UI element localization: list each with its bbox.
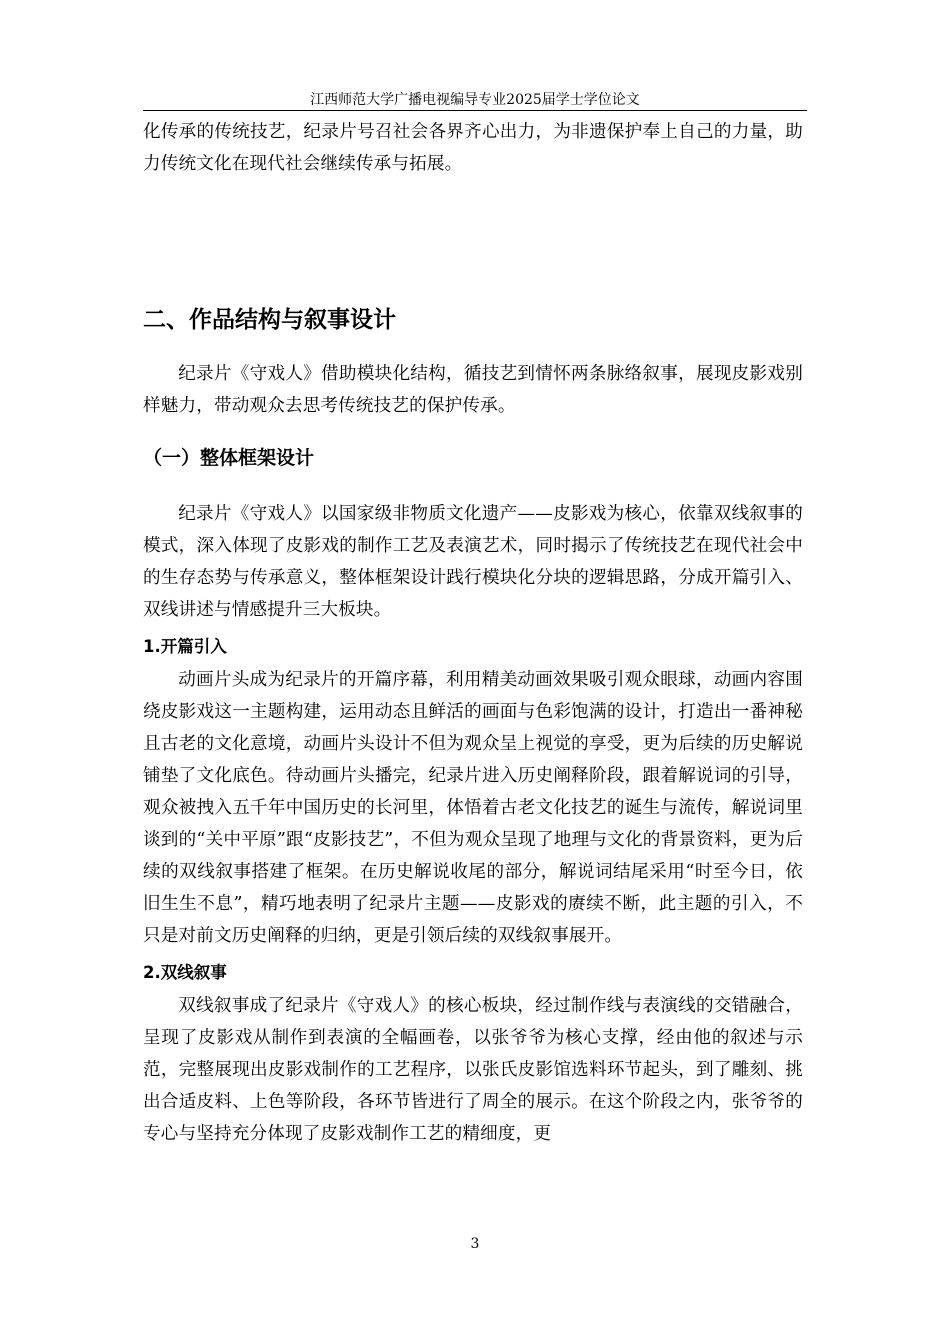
- subsection-paragraph: 纪录片《守戏人》以国家级非物质文化遗产——皮影戏为核心，依靠双线叙事的模式，深入体现了皮影戏的制作工艺及表演艺术，同时揭示了传统技艺在现代社会中的生存态势与传承意义，整体框架设计践行模块化分块的逻辑思路，分成开篇引入、双线讲述与情感提升三大板块。: [143, 504, 803, 620]
- part1-heading: 1.开篇引入: [143, 637, 227, 656]
- subsection-heading: （一）整体框架设计: [143, 447, 315, 469]
- page-number: 3: [470, 1236, 480, 1252]
- page-body: [143, 116, 803, 1150]
- section-heading: 二、作品结构与叙事设计: [143, 307, 396, 333]
- running-header: 江西师范大学广播电视编导专业2025届学士学位论文: [310, 92, 640, 108]
- header-divider: [143, 110, 807, 111]
- part2-heading: 2.双线叙事: [143, 963, 227, 982]
- intro-paragraph: 化传承的传统技艺，纪录片号召社会各界齐心出力，为非遗保护奉上自己的力量，助力传统文化在现代社会继续传承与拓展。: [143, 122, 803, 174]
- section-paragraph: 纪录片《守戏人》借助模块化结构，循技艺到情怀两条脉络叙事，展现皮影戏别样魅力，带动观众去思考传统技艺的保护传承。: [143, 364, 803, 416]
- part1-paragraph: 动画片头成为纪录片的开篇序幕，利用精美动画效果吸引观众眼球，动画内容围绕皮影戏这一主题构建，运用动态且鲜活的画面与色彩饱满的设计，打造出一番神秘且古老的文化意境，动画片头设计不但为观众呈上视觉的享受，更为后续的历史解说铺垫了文化底色。待动画片头播完，纪录片进入历史阐释阶段，跟着解说词的引导，观众被拽入五千年中国历史的长河里，体悟着古老文化技艺的诞生与流传，解说词里谈到的“关中平原”跟“皮影技艺”，不但为观众呈现了地理与文化的背景资料，更为后续的双线叙事搭建了框架。在历史解说收尾的部分，解说词结尾采用“时至今日，依旧生生不息”，精巧地表明了纪录片主题——皮影戏的赓续不断，此主题的引入，不只是对前文历史阐释的归纳，更是引领后续的双线叙事展开。: [143, 670, 803, 946]
- part2-paragraph: 双线叙事成了纪录片《守戏人》的核心板块，经过制作线与表演线的交错融合，呈现了皮影戏从制作到表演的全幅画卷，以张爷爷为核心支撑，经由他的叙述与示范，完整展现出皮影戏制作的工艺程序，以张氏皮影馆选料环节起头，到了雕刻、挑出合适皮料、上色等阶段，各环节皆进行了周全的展示。在这个阶段之内，张爷爷的专心与坚持充分体现了皮影戏制作工艺的精细度，更: [143, 996, 803, 1144]
